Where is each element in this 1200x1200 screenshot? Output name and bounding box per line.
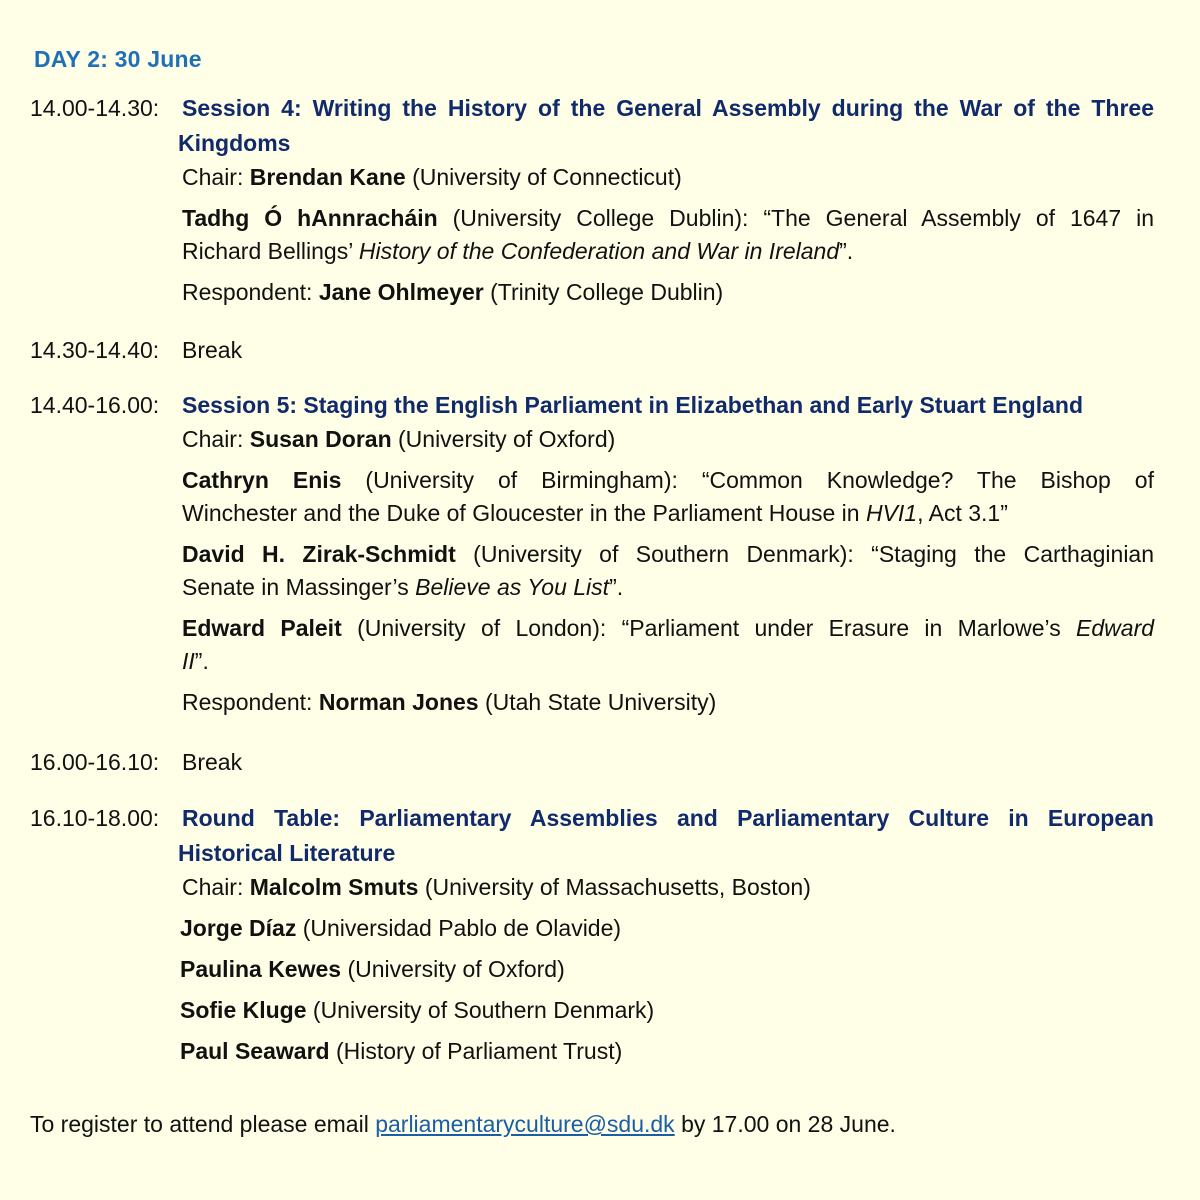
chair-name: Malcolm Smuts — [249, 874, 419, 900]
session-time: 16.10-18.00: — [30, 805, 160, 831]
paper-italic-title-cont: II — [182, 648, 195, 674]
speaker-paper-l2: Senate in Massinger’s — [182, 574, 416, 600]
speaker-paper-l2: Richard Bellings’ — [182, 238, 359, 264]
session-time: 14.40-16.00: — [30, 392, 160, 418]
speaker-name: Tadhg Ó hAnnracháin — [182, 205, 438, 231]
chair-line — [182, 871, 1154, 904]
respondent-name: Jane Ohlmeyer — [318, 279, 484, 305]
chair-affiliation: (University of Massachusetts, Boston) — [424, 874, 811, 900]
session-title — [178, 801, 1154, 871]
chair-name: Brendan Kane — [249, 164, 406, 190]
paper-end: ”. — [839, 238, 854, 264]
panelist-name: Sofie Kluge — [180, 997, 307, 1023]
panelist-affiliation: (Universidad Pablo de Olavide) — [302, 915, 622, 941]
session-title-line1: Session 4: Writing the History of the General Assembly during the War of the Three — [182, 95, 1154, 121]
panelist-affiliation: (University of Southern Denmark) — [312, 997, 655, 1023]
break-time: 16.00-16.10: — [30, 749, 160, 775]
session-4 — [30, 91, 1154, 317]
session-title-line1: Session 5: Staging the English Parliament in Elizabethan and Early Stuart England — [182, 392, 1084, 418]
session-title — [178, 91, 1154, 161]
registration-deadline: by 17.00 on 28 June. — [681, 1111, 896, 1137]
day-heading: DAY 2: 30 June — [34, 46, 202, 72]
break-2 — [30, 745, 1154, 780]
session-title-line2: Kingdoms — [178, 130, 291, 156]
break-time: 14.30-14.40: — [30, 337, 160, 363]
registration-text: To register to attend please email — [30, 1111, 369, 1137]
paper-end: , Act 3.1” — [917, 500, 1008, 526]
panelist-name: Paul Seaward — [180, 1038, 330, 1064]
paper-italic-title: Believe as You List — [415, 574, 610, 600]
chair-line — [182, 161, 1154, 194]
registration-note — [30, 1107, 896, 1142]
speaker-name: Edward Paleit — [182, 615, 342, 641]
paper-end: ”. — [609, 574, 624, 600]
session-title-line1: Round Table: Parliamentary Assemblies and Parliamentary Culture in European — [182, 805, 1154, 831]
speaker-entry — [182, 464, 1154, 530]
session-time: 14.00-14.30: — [30, 95, 160, 121]
speaker-entry — [182, 612, 1154, 678]
chair-label: Chair: — [182, 426, 244, 452]
speaker-paper-l1: (University of Southern Denmark): “Staging the Carthaginian — [473, 541, 1155, 567]
break-label: Break — [182, 337, 243, 363]
panelist — [180, 912, 1154, 945]
respondent-line — [182, 686, 1154, 719]
chair-label: Chair: — [182, 164, 244, 190]
speaker-paper-l1: (University of Birmingham): “Common Knowledge? The Bishop of — [365, 467, 1154, 493]
speaker-name: David H. Zirak-Schmidt — [182, 541, 456, 567]
session-5 — [30, 388, 1154, 727]
session-title — [182, 388, 1154, 423]
panelist-name: Jorge Díaz — [180, 915, 297, 941]
panelist-affiliation: (History of Parliament Trust) — [335, 1038, 623, 1064]
panelist — [180, 994, 1154, 1027]
respondent-name: Norman Jones — [318, 689, 479, 715]
chair-name: Susan Doran — [249, 426, 392, 452]
respondent-line — [182, 276, 1154, 309]
paper-italic-title: Edward — [1076, 615, 1155, 641]
speaker-paper-l2: Winchester and the Duke of Gloucester in the Parliament House in — [182, 500, 866, 526]
chair-label: Chair: — [182, 874, 244, 900]
panelist — [180, 953, 1154, 986]
respondent-label: Respondent: — [182, 279, 313, 305]
respondent-label: Respondent: — [182, 689, 313, 715]
speaker-entry — [182, 538, 1154, 604]
speaker-paper-l1: (University of London): “Parliament under Erasure in Marlowe’s — [357, 615, 1061, 641]
paper-end: ”. — [194, 648, 209, 674]
panelist-name: Paulina Kewes — [180, 956, 342, 982]
speaker-paper-l1: (University College Dublin): “The General Assembly of 1647 in — [452, 205, 1155, 231]
paper-italic-title: HVI1 — [865, 500, 918, 526]
chair-affiliation: (University of Connecticut) — [412, 164, 682, 190]
respondent-affiliation: (Trinity College Dublin) — [490, 279, 724, 305]
panelist — [180, 1035, 1154, 1068]
speaker-name: Cathryn Enis — [182, 467, 342, 493]
chair-affiliation: (University of Oxford) — [398, 426, 616, 452]
session-title-line2: Historical Literature — [178, 840, 396, 866]
round-table — [30, 801, 1154, 1076]
chair-line — [182, 423, 1154, 456]
paper-italic-title: History of the Confederation and War in Ireland — [358, 238, 840, 264]
break-1 — [30, 333, 1154, 368]
panelist-affiliation: (University of Oxford) — [347, 956, 565, 982]
speaker-entry — [182, 202, 1154, 268]
email-link[interactable]: parliamentaryculture@sdu.dk — [375, 1111, 675, 1137]
break-label: Break — [182, 749, 243, 775]
respondent-affiliation: (Utah State University) — [484, 689, 717, 715]
